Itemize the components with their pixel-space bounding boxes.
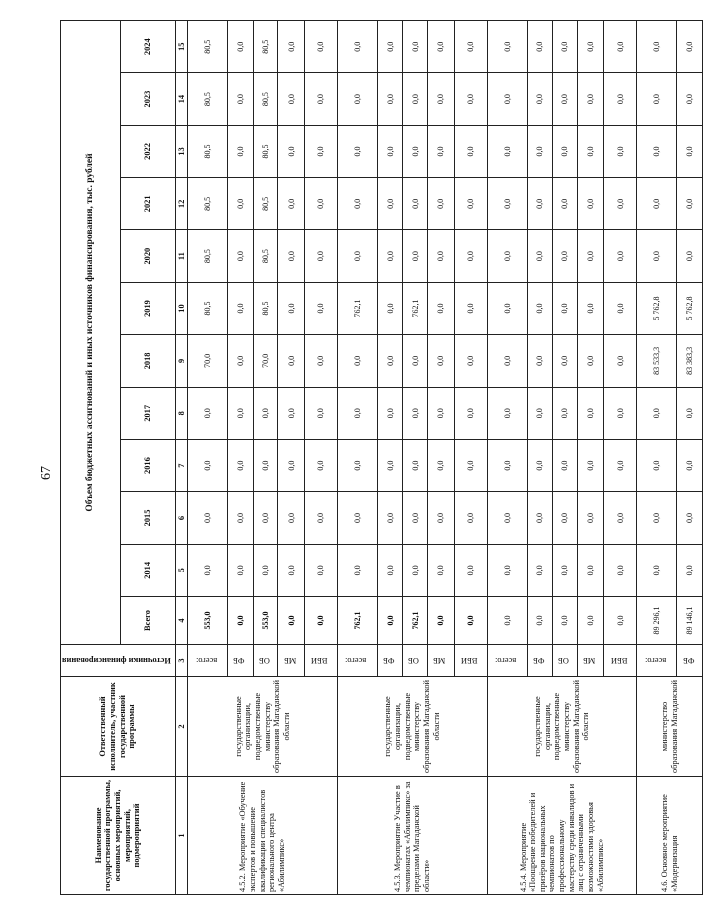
funding-source: всего: (487, 645, 527, 677)
header-source: Источники финансирования (61, 645, 176, 677)
funding-source: МБ (577, 645, 604, 677)
year-value: 0,0 (487, 73, 527, 125)
activity-name: 4.5.2. Мероприятие «Обучение экспертов и повышение квалификации специалистов регионального центра «Абилимпикс» (188, 777, 338, 895)
year-value: 0,0 (677, 439, 703, 491)
year-value: 0,0 (553, 282, 578, 334)
funding-source: ФБ (377, 645, 402, 677)
executor: государственные организации, подведомственные министерству образования Магаданской области (487, 677, 637, 777)
total-value: 762,1 (403, 597, 428, 645)
year-value: 0,0 (604, 387, 637, 439)
year-value: 5 762,8 (677, 282, 703, 334)
year-value: 0,0 (337, 178, 377, 230)
activity-name: 4.5.3. Мероприятие Участие в чемпионатах «Абилимпикс» за пределами Магаданской области» (337, 777, 487, 895)
year-value: 0,0 (304, 439, 337, 491)
year-value: 0,0 (377, 178, 402, 230)
year-value: 0,0 (577, 335, 604, 387)
table-row (188, 21, 228, 895)
header-col-number: 12 (175, 178, 188, 230)
funding-source: ВБИ (454, 645, 487, 677)
header-col-number: 5 (175, 544, 188, 596)
header-year-2021: 2021 (120, 178, 175, 230)
year-value: 0,0 (487, 335, 527, 387)
year-value: 80,5 (188, 21, 228, 73)
year-value: 80,5 (188, 125, 228, 177)
year-value: 762,1 (403, 282, 428, 334)
year-value: 0,0 (427, 439, 454, 491)
year-value: 83 533,3 (637, 335, 677, 387)
year-value: 0,0 (454, 73, 487, 125)
year-value: 0,0 (677, 125, 703, 177)
year-value: 0,0 (377, 492, 402, 544)
year-value: 80,5 (253, 178, 278, 230)
funding-source: всего: (637, 645, 677, 677)
year-value: 0,0 (527, 544, 552, 596)
year-value: 0,0 (304, 544, 337, 596)
year-value: 0,0 (337, 335, 377, 387)
funding-source: МБ (278, 645, 305, 677)
header-financing: Объем бюджетных ассигнований и иных источников финансирования, тыс. рублей (61, 21, 121, 645)
year-value: 83 383,3 (677, 335, 703, 387)
year-value: 0,0 (304, 492, 337, 544)
year-value: 0,0 (637, 544, 677, 596)
financing-table (60, 20, 703, 895)
year-value: 0,0 (188, 492, 228, 544)
year-value: 0,0 (427, 492, 454, 544)
year-value: 0,0 (228, 335, 253, 387)
year-value: 0,0 (337, 73, 377, 125)
year-value: 0,0 (427, 73, 454, 125)
year-value: 0,0 (337, 21, 377, 73)
year-value: 0,0 (278, 125, 305, 177)
year-value: 0,0 (228, 21, 253, 73)
year-value: 0,0 (337, 492, 377, 544)
total-value: 0,0 (527, 597, 552, 645)
funding-source: ФБ (677, 645, 703, 677)
total-value: 0,0 (487, 597, 527, 645)
year-value: 0,0 (553, 73, 578, 125)
year-value: 70,0 (253, 335, 278, 387)
total-value: 89 146,1 (677, 597, 703, 645)
year-value: 0,0 (454, 21, 487, 73)
header-col-number: 2 (175, 677, 188, 777)
year-value: 0,0 (427, 178, 454, 230)
total-value: 0,0 (577, 597, 604, 645)
year-value: 0,0 (487, 439, 527, 491)
year-value: 0,0 (454, 125, 487, 177)
year-value: 0,0 (677, 73, 703, 125)
year-value: 0,0 (454, 282, 487, 334)
year-value: 0,0 (527, 178, 552, 230)
executor: государственные организации, подведомственные министерству образования Магаданской области (337, 677, 487, 777)
year-value: 0,0 (403, 178, 428, 230)
header-year-2020: 2020 (120, 230, 175, 282)
header-row-numbers (175, 21, 188, 895)
executor: государственные организации, подведомственные министерству образования Магаданской области (188, 677, 338, 777)
year-value: 80,5 (253, 282, 278, 334)
header-col-number: 15 (175, 21, 188, 73)
activity-name: 4.5.4. Мероприятие «Поощрение победителей и призёров национальных чемпионатов по профессиональному мастерству среди инвалидов и лиц с ограниченными возможностями здоровья «Абилимпикс» (487, 777, 637, 895)
header-year-2018: 2018 (120, 335, 175, 387)
year-value: 0,0 (553, 492, 578, 544)
year-value: 0,0 (527, 73, 552, 125)
year-value: 0,0 (403, 544, 428, 596)
year-value: 80,5 (253, 21, 278, 73)
table-row (487, 21, 527, 895)
funding-source: ФБ (527, 645, 552, 677)
table-row (637, 21, 677, 895)
header-year-2016: 2016 (120, 439, 175, 491)
year-value: 0,0 (677, 21, 703, 73)
year-value: 0,0 (304, 387, 337, 439)
year-value: 0,0 (228, 230, 253, 282)
total-value: 0,0 (304, 597, 337, 645)
year-value: 0,0 (604, 125, 637, 177)
year-value: 0,0 (278, 544, 305, 596)
year-value: 5 762,8 (637, 282, 677, 334)
year-value: 0,0 (454, 335, 487, 387)
year-value: 0,0 (228, 439, 253, 491)
year-value: 0,0 (604, 544, 637, 596)
year-value: 0,0 (304, 125, 337, 177)
year-value: 0,0 (454, 439, 487, 491)
funding-source: ФБ (228, 645, 253, 677)
total-value: 0,0 (604, 597, 637, 645)
total-value: 553,0 (188, 597, 228, 645)
year-value: 0,0 (304, 73, 337, 125)
header-year-2024: 2024 (120, 21, 175, 73)
page-number: 67 (39, 466, 54, 480)
year-value: 0,0 (304, 21, 337, 73)
year-value: 0,0 (553, 230, 578, 282)
year-value: 0,0 (553, 387, 578, 439)
header-col-number: 1 (175, 777, 188, 895)
year-value: 0,0 (604, 230, 637, 282)
year-value: 0,0 (604, 492, 637, 544)
year-value: 0,0 (278, 73, 305, 125)
year-value: 0,0 (228, 282, 253, 334)
year-value: 0,0 (377, 125, 402, 177)
year-value: 0,0 (577, 21, 604, 73)
year-value: 0,0 (377, 335, 402, 387)
year-value: 0,0 (377, 21, 402, 73)
year-value: 0,0 (377, 439, 402, 491)
year-value: 0,0 (454, 492, 487, 544)
year-value: 0,0 (604, 439, 637, 491)
year-value: 0,0 (403, 73, 428, 125)
year-value: 0,0 (427, 335, 454, 387)
total-value: 762,1 (337, 597, 377, 645)
year-value: 0,0 (454, 387, 487, 439)
header-year-2019: 2019 (120, 282, 175, 334)
year-value: 0,0 (454, 230, 487, 282)
header-col-number: 8 (175, 387, 188, 439)
year-value: 0,0 (454, 178, 487, 230)
year-value: 0,0 (454, 544, 487, 596)
year-value: 0,0 (427, 21, 454, 73)
header-vsego: Всего (120, 597, 175, 645)
year-value: 0,0 (304, 335, 337, 387)
year-value: 0,0 (677, 492, 703, 544)
year-value: 0,0 (677, 178, 703, 230)
year-value: 0,0 (304, 230, 337, 282)
year-value: 0,0 (304, 178, 337, 230)
year-value: 0,0 (487, 230, 527, 282)
header-year-2022: 2022 (120, 125, 175, 177)
header-col-number: 11 (175, 230, 188, 282)
year-value: 70,0 (188, 335, 228, 387)
year-value: 0,0 (304, 282, 337, 334)
funding-source: МБ (427, 645, 454, 677)
funding-source: ОБ (253, 645, 278, 677)
year-value: 80,5 (188, 282, 228, 334)
year-value: 0,0 (577, 282, 604, 334)
year-value: 0,0 (637, 21, 677, 73)
header-col-number: 7 (175, 439, 188, 491)
funding-source: ОБ (403, 645, 428, 677)
year-value: 0,0 (577, 73, 604, 125)
header-year-2017: 2017 (120, 387, 175, 439)
year-value: 0,0 (637, 230, 677, 282)
year-value: 0,0 (403, 387, 428, 439)
executor: министерство образования Магаданской (637, 677, 703, 777)
year-value: 0,0 (228, 544, 253, 596)
funding-source: всего: (188, 645, 228, 677)
header-row-1 (61, 21, 121, 895)
year-value: 0,0 (487, 544, 527, 596)
year-value: 0,0 (527, 21, 552, 73)
year-value: 0,0 (278, 282, 305, 334)
year-value: 80,5 (253, 230, 278, 282)
total-value: 0,0 (427, 597, 454, 645)
year-value: 0,0 (527, 230, 552, 282)
year-value: 0,0 (278, 387, 305, 439)
year-value: 0,0 (487, 387, 527, 439)
table-row (337, 21, 377, 895)
year-value: 0,0 (278, 335, 305, 387)
year-value: 0,0 (403, 21, 428, 73)
year-value: 0,0 (487, 125, 527, 177)
total-value: 0,0 (454, 597, 487, 645)
header-name: Наименование государственной программы, основных мероприятий, мероприятий, подмероприятий (61, 777, 176, 895)
year-value: 0,0 (228, 73, 253, 125)
year-value: 80,5 (188, 73, 228, 125)
year-value: 0,0 (403, 439, 428, 491)
total-value: 0,0 (377, 597, 402, 645)
year-value: 0,0 (377, 230, 402, 282)
funding-source: всего: (337, 645, 377, 677)
year-value: 0,0 (427, 387, 454, 439)
year-value: 0,0 (527, 439, 552, 491)
year-value: 0,0 (188, 439, 228, 491)
year-value: 0,0 (487, 282, 527, 334)
year-value: 0,0 (577, 439, 604, 491)
year-value: 0,0 (188, 544, 228, 596)
year-value: 0,0 (403, 335, 428, 387)
year-value: 0,0 (228, 492, 253, 544)
header-year-2014: 2014 (120, 544, 175, 596)
year-value: 0,0 (527, 387, 552, 439)
year-value: 0,0 (577, 387, 604, 439)
year-value: 0,0 (637, 439, 677, 491)
year-value: 0,0 (278, 439, 305, 491)
year-value: 0,0 (637, 73, 677, 125)
header-col-number: 4 (175, 597, 188, 645)
year-value: 0,0 (337, 387, 377, 439)
funding-source: ВБИ (604, 645, 637, 677)
year-value: 0,0 (553, 178, 578, 230)
header-year-2015: 2015 (120, 492, 175, 544)
year-value: 0,0 (577, 230, 604, 282)
year-value: 0,0 (577, 125, 604, 177)
header-year-2023: 2023 (120, 73, 175, 125)
header-col-number: 13 (175, 125, 188, 177)
total-value: 0,0 (228, 597, 253, 645)
year-value: 80,5 (253, 125, 278, 177)
year-value: 0,0 (637, 125, 677, 177)
year-value: 0,0 (377, 73, 402, 125)
header-executor: Ответственный исполнитель, участник государственной программы (61, 677, 176, 777)
year-value: 0,0 (278, 178, 305, 230)
year-value: 0,0 (253, 439, 278, 491)
year-value: 0,0 (427, 282, 454, 334)
year-value: 0,0 (337, 125, 377, 177)
year-value: 0,0 (553, 21, 578, 73)
year-value: 0,0 (427, 125, 454, 177)
year-value: 0,0 (604, 282, 637, 334)
year-value: 0,0 (427, 544, 454, 596)
table-body (188, 21, 703, 895)
header-col-number: 14 (175, 73, 188, 125)
year-value: 0,0 (577, 544, 604, 596)
year-value: 762,1 (337, 282, 377, 334)
year-value: 0,0 (604, 335, 637, 387)
year-value: 0,0 (677, 544, 703, 596)
year-value: 80,5 (188, 178, 228, 230)
year-value: 0,0 (188, 387, 228, 439)
year-value: 0,0 (228, 125, 253, 177)
year-value: 0,0 (377, 544, 402, 596)
year-value: 0,0 (553, 125, 578, 177)
year-value: 0,0 (403, 125, 428, 177)
year-value: 0,0 (604, 21, 637, 73)
year-value: 0,0 (278, 21, 305, 73)
year-value: 0,0 (427, 230, 454, 282)
year-value: 0,0 (553, 335, 578, 387)
year-value: 0,0 (553, 544, 578, 596)
funding-source: ОБ (553, 645, 578, 677)
year-value: 0,0 (377, 387, 402, 439)
header-col-number: 6 (175, 492, 188, 544)
financing-table-container (60, 20, 695, 895)
year-value: 0,0 (253, 387, 278, 439)
year-value: 0,0 (253, 544, 278, 596)
total-value: 0,0 (553, 597, 578, 645)
year-value: 0,0 (278, 492, 305, 544)
year-value: 0,0 (337, 544, 377, 596)
year-value: 0,0 (527, 125, 552, 177)
year-value: 0,0 (278, 230, 305, 282)
year-value: 0,0 (487, 492, 527, 544)
year-value: 0,0 (487, 21, 527, 73)
total-value: 0,0 (278, 597, 305, 645)
header-col-number: 3 (175, 645, 188, 677)
year-value: 0,0 (677, 387, 703, 439)
year-value: 80,5 (188, 230, 228, 282)
year-value: 0,0 (403, 230, 428, 282)
year-value: 0,0 (337, 439, 377, 491)
year-value: 0,0 (577, 178, 604, 230)
year-value: 80,5 (253, 73, 278, 125)
year-value: 0,0 (403, 492, 428, 544)
year-value: 0,0 (553, 439, 578, 491)
header-col-number: 9 (175, 335, 188, 387)
year-value: 0,0 (677, 230, 703, 282)
year-value: 0,0 (637, 492, 677, 544)
year-value: 0,0 (604, 178, 637, 230)
year-value: 0,0 (337, 230, 377, 282)
funding-source: ВБИ (304, 645, 337, 677)
year-value: 0,0 (487, 178, 527, 230)
total-value: 89 296,1 (637, 597, 677, 645)
year-value: 0,0 (604, 73, 637, 125)
year-value: 0,0 (637, 178, 677, 230)
year-value: 0,0 (527, 335, 552, 387)
year-value: 0,0 (527, 282, 552, 334)
year-value: 0,0 (228, 178, 253, 230)
header-col-number: 10 (175, 282, 188, 334)
year-value: 0,0 (637, 387, 677, 439)
activity-name: 4.6. Основное мероприятие «Модернизация (637, 777, 703, 895)
total-value: 553,0 (253, 597, 278, 645)
year-value: 0,0 (253, 492, 278, 544)
year-value: 0,0 (577, 492, 604, 544)
year-value: 0,0 (228, 387, 253, 439)
year-value: 0,0 (377, 282, 402, 334)
year-value: 0,0 (527, 492, 552, 544)
